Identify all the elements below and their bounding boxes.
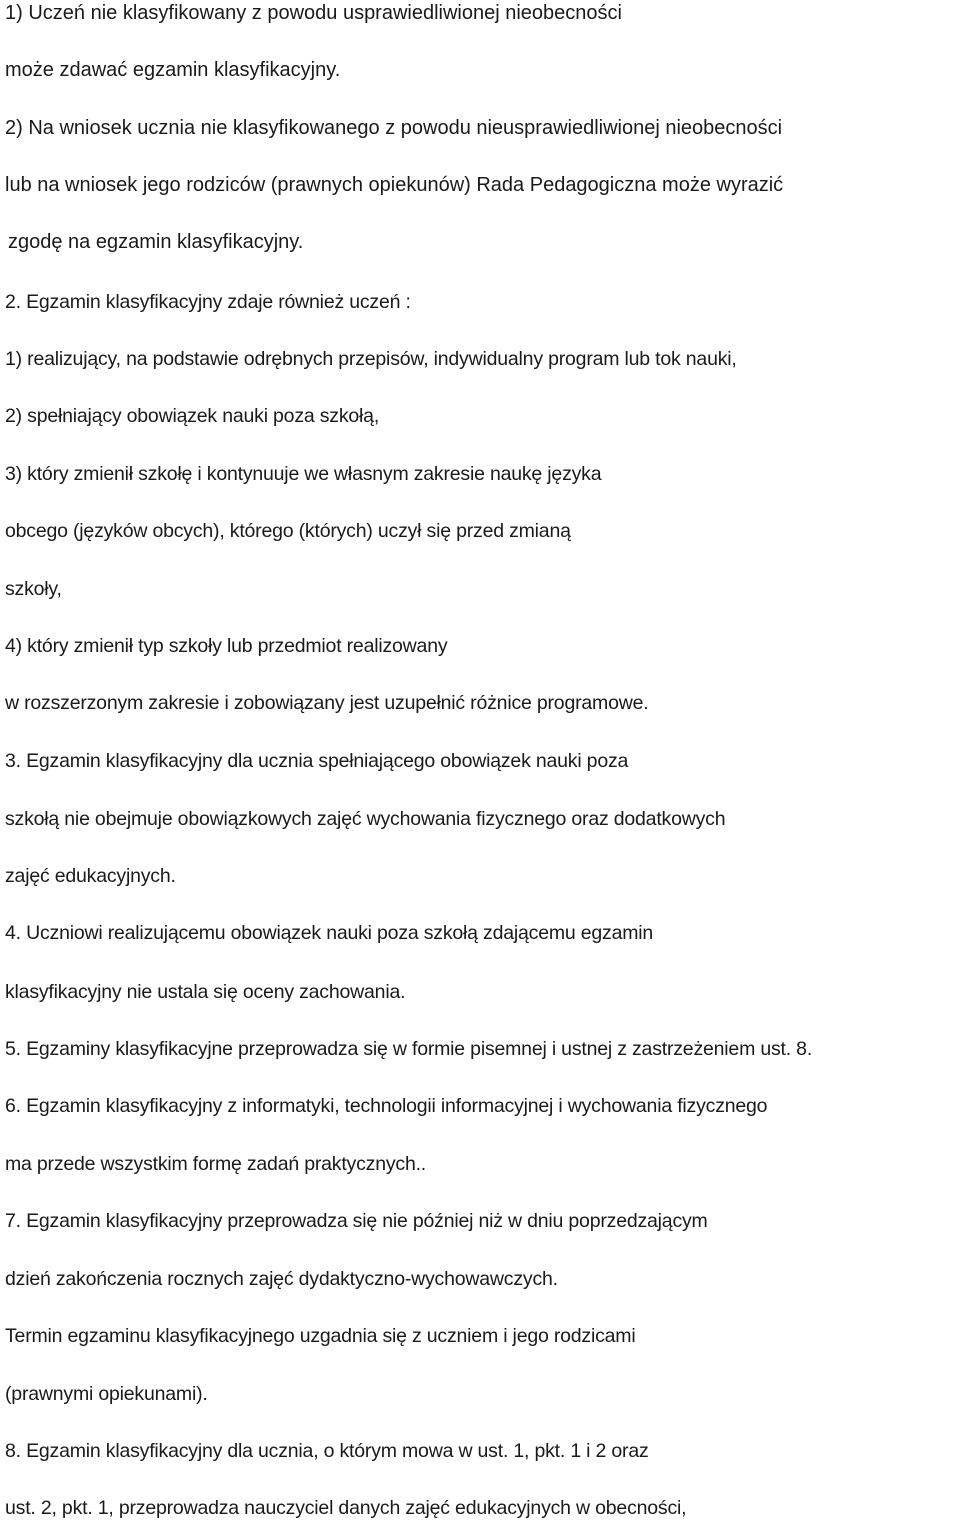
text-line: 2) spełniający obowiązek nauki poza szkołą, xyxy=(5,405,380,427)
text-line: zgodę na egzamin klasyfikacyjny. xyxy=(8,231,304,253)
text-line: 5. Egzaminy klasyfikacyjne przeprowadza się w formie pisemnej i ustnej z zastrzeżeniem ust. 8. xyxy=(5,1038,813,1060)
text-line: 3. Egzamin klasyfikacyjny dla ucznia spełniającego obowiązek nauki poza xyxy=(5,750,629,772)
text-line: obcego (języków obcych), którego (których) uczył się przed zmianą xyxy=(5,520,571,542)
text-line: 8. Egzamin klasyfikacyjny dla ucznia, o którym mowa w ust. 1, pkt. 1 i 2 oraz xyxy=(5,1440,649,1462)
text-line: ma przede wszystkim formę zadań praktycznych.. xyxy=(5,1153,427,1175)
text-line: 1) Uczeń nie klasyfikowany z powodu usprawiedliwionej nieobecności xyxy=(5,2,622,24)
text-line: 4) który zmienił typ szkoły lub przedmiot realizowany xyxy=(5,635,448,657)
text-line: (prawnymi opiekunami). xyxy=(5,1383,208,1405)
text-line: 7. Egzamin klasyfikacyjny przeprowadza się nie później niż w dniu poprzedzającym xyxy=(5,1210,708,1232)
text-line: 6. Egzamin klasyfikacyjny z informatyki, technologii informacyjnej i wychowania fizycznego xyxy=(5,1095,768,1117)
text-line: 4. Uczniowi realizującemu obowiązek nauki poza szkołą zdającemu egzamin xyxy=(5,922,654,944)
text-line: lub na wniosek jego rodziców (prawnych opiekunów) Rada Pedagogiczna może wyrazić xyxy=(5,174,784,196)
text-line: może zdawać egzamin klasyfikacyjny. xyxy=(5,59,341,81)
text-line: 1) realizujący, na podstawie odrębnych przepisów, indywidualny program lub tok nauki, xyxy=(5,348,737,370)
text-line: 2) Na wniosek ucznia nie klasyfikowanego z powodu nieusprawiedliwionej nieobecności xyxy=(5,117,783,139)
text-line: szkoły, xyxy=(5,578,62,600)
text-line: 3) który zmienił szkołę i kontynuuje we własnym zakresie naukę języka xyxy=(5,463,602,485)
text-line: Termin egzaminu klasyfikacyjnego uzgadnia się z uczniem i jego rodzicami xyxy=(5,1325,636,1347)
text-line: zajęć edukacyjnych. xyxy=(5,865,176,887)
text-line: ust. 2, pkt. 1, przeprowadza nauczyciel danych zajęć edukacyjnych w obecności, xyxy=(5,1497,687,1519)
text-line: szkołą nie obejmuje obowiązkowych zajęć wychowania fizycznego oraz dodatkowych xyxy=(5,808,726,830)
text-line: klasyfikacyjny nie ustala się oceny zachowania. xyxy=(5,981,406,1003)
text-line: 2. Egzamin klasyfikacyjny zdaje również uczeń : xyxy=(5,291,411,313)
text-line: w rozszerzonym zakresie i zobowiązany jest uzupełnić różnice programowe. xyxy=(5,692,649,714)
text-line: dzień zakończenia rocznych zajęć dydaktyczno-wychowawczych. xyxy=(5,1268,558,1290)
